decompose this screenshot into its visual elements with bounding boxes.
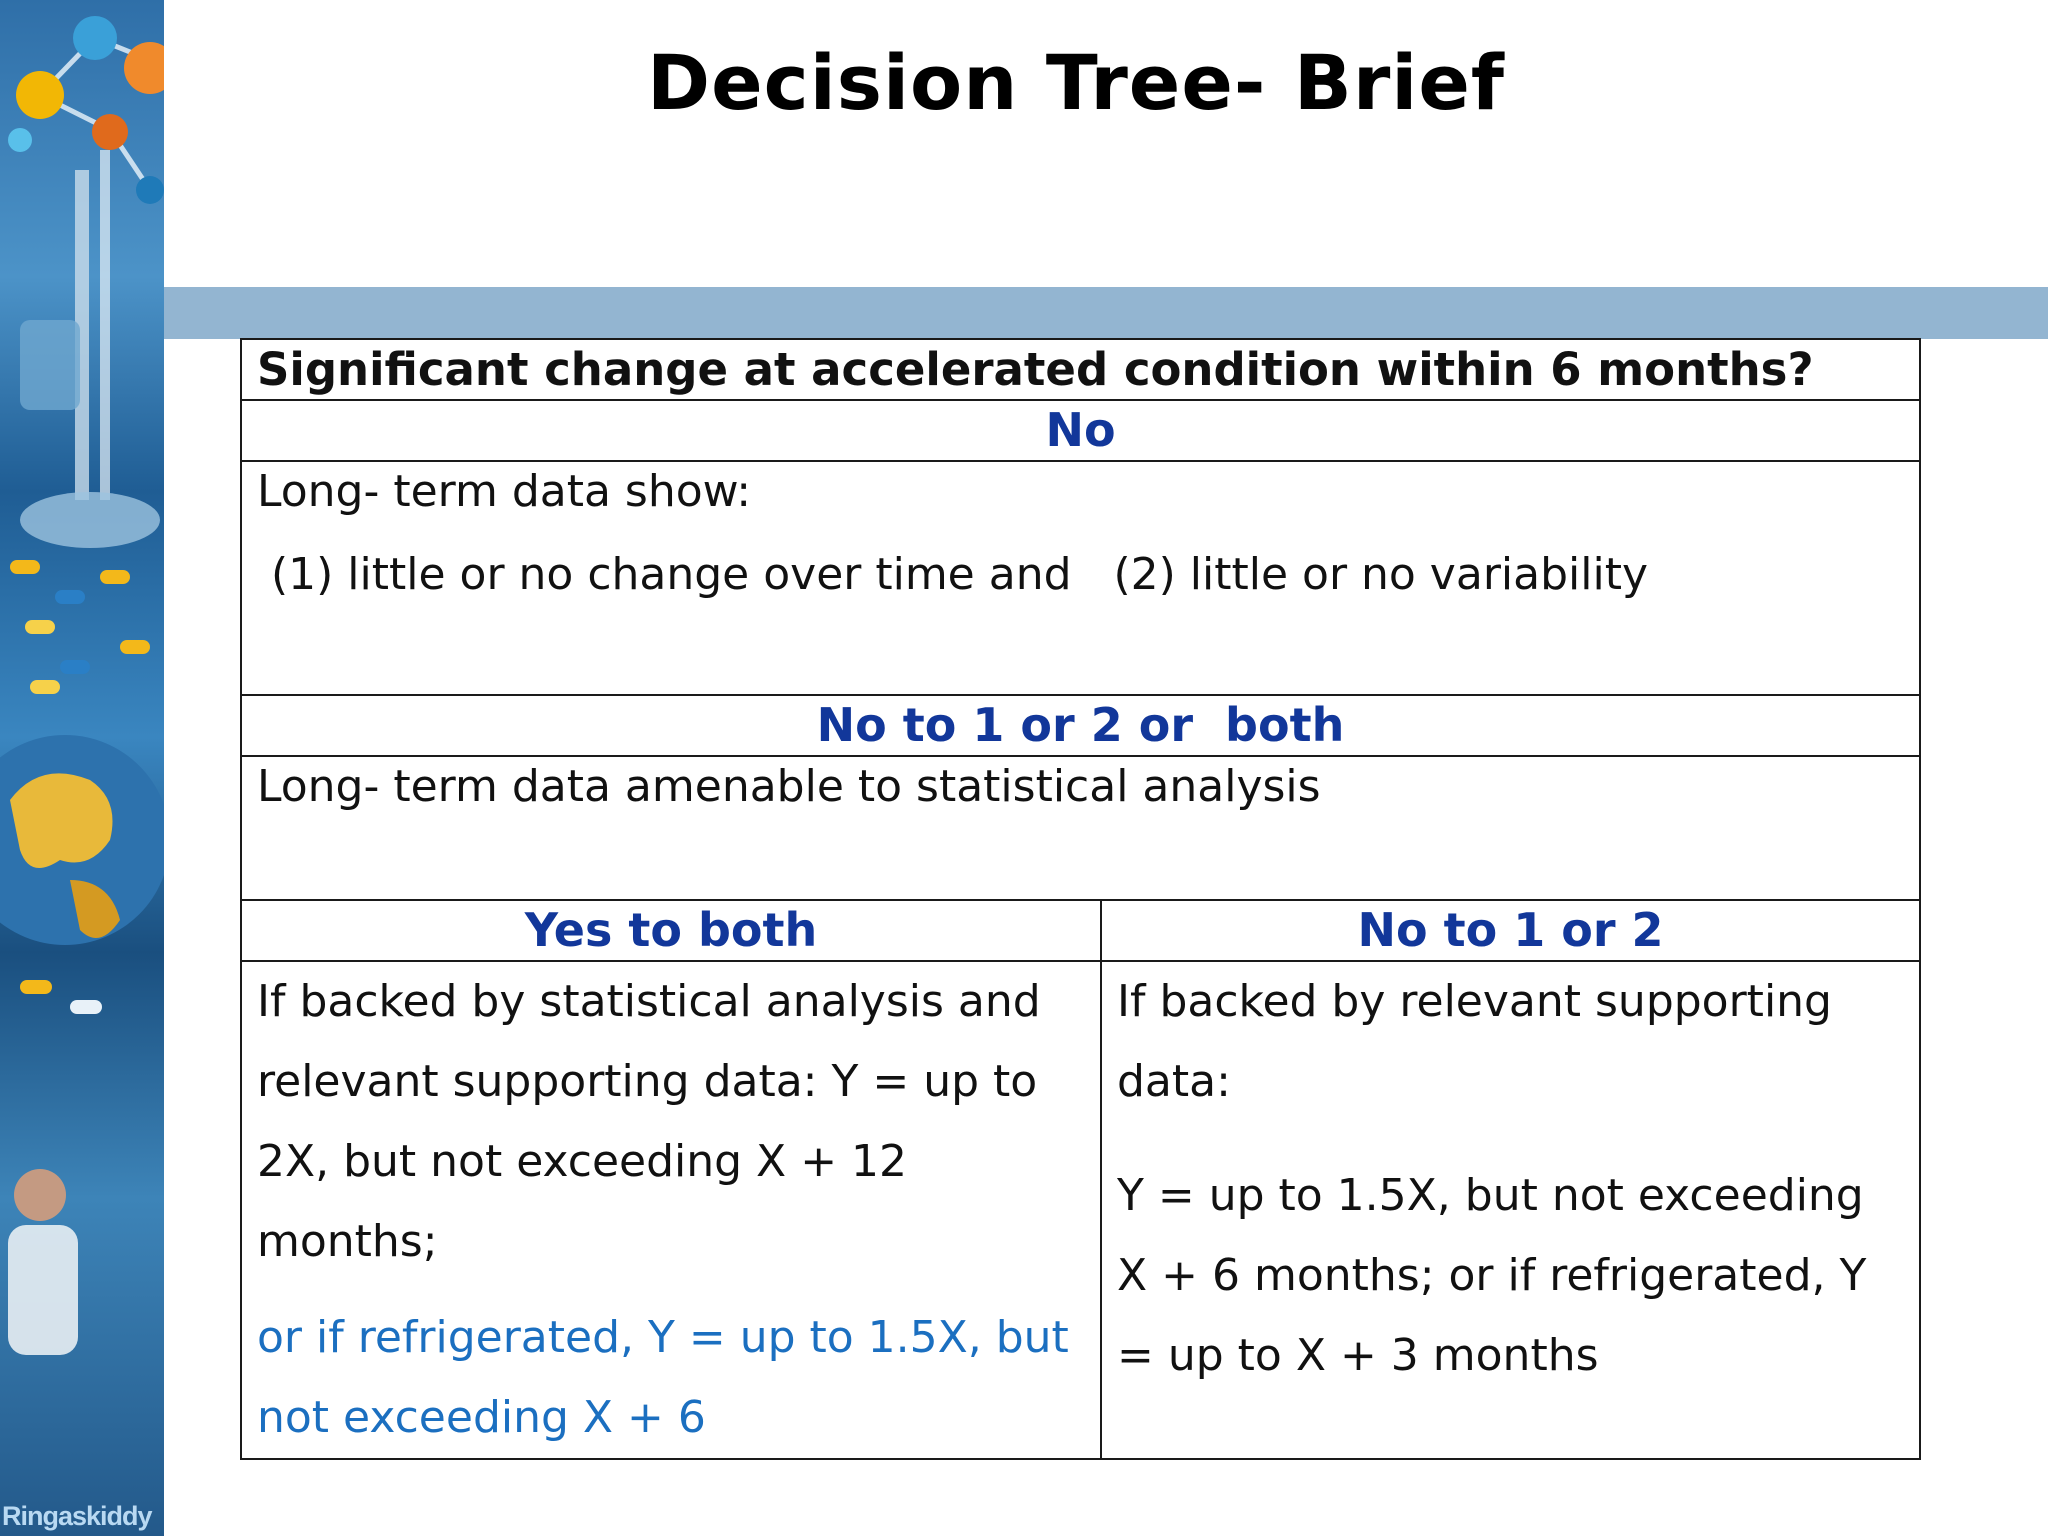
title-band (164, 287, 2048, 339)
table-row (241, 756, 1920, 900)
no-to-1-or-2-header: No to 1 or 2 (1101, 900, 1920, 961)
statistical-question: Long- term data amenable to statistical analysis (257, 761, 1321, 812)
side-strip-label: Ringaskiddy (2, 1501, 152, 1531)
no-result-cell (1101, 961, 1920, 1459)
science-collage-image (0, 0, 164, 1536)
yes-result-cell (241, 961, 1101, 1459)
table-row (241, 695, 1920, 756)
branch-no-to-1-or-2-header: No to 1 or 2 or both (241, 695, 1920, 756)
yes-to-both-header: Yes to both (241, 900, 1101, 961)
statistical-question-cell (241, 756, 1920, 900)
long-term-intro: Long- term data show: (257, 466, 752, 517)
result-line: X + 6 months; or if refrigerated, Y (1117, 1250, 1867, 1301)
table-row (241, 400, 1920, 461)
refrigerated-line: not exceeding X + 6 (257, 1392, 706, 1443)
table-row (241, 961, 1920, 1459)
long-term-conditions: (1) little or no change over time and (2) little or no variability (257, 548, 1648, 600)
decorative-side-strip (0, 0, 164, 1536)
result-line: = up to X + 3 months (1117, 1330, 1599, 1381)
refrigerated-line: or if refrigerated, Y = up to 1.5X, but (257, 1312, 1069, 1363)
result-line: relevant supporting data: Y = up to (257, 1056, 1038, 1107)
result-line: data: (1117, 1056, 1231, 1107)
table-row (241, 461, 1920, 695)
slide-title: Decision Tree- Brief (647, 38, 1505, 127)
table-row (241, 900, 1920, 961)
question-cell: Significant change at accelerated condition within 6 months? (241, 339, 1920, 400)
long-term-cell (241, 461, 1920, 695)
result-line: If backed by statistical analysis and (257, 976, 1041, 1027)
table-row (241, 339, 1920, 400)
result-line: If backed by relevant supporting (1117, 976, 1832, 1027)
result-line: Y = up to 1.5X, but not exceeding (1117, 1170, 1864, 1221)
branch-no-header: No (241, 400, 1920, 461)
result-line: months; (257, 1216, 438, 1267)
decision-tree-table (240, 338, 1921, 1460)
result-line: 2X, but not exceeding X + 12 (257, 1136, 908, 1187)
